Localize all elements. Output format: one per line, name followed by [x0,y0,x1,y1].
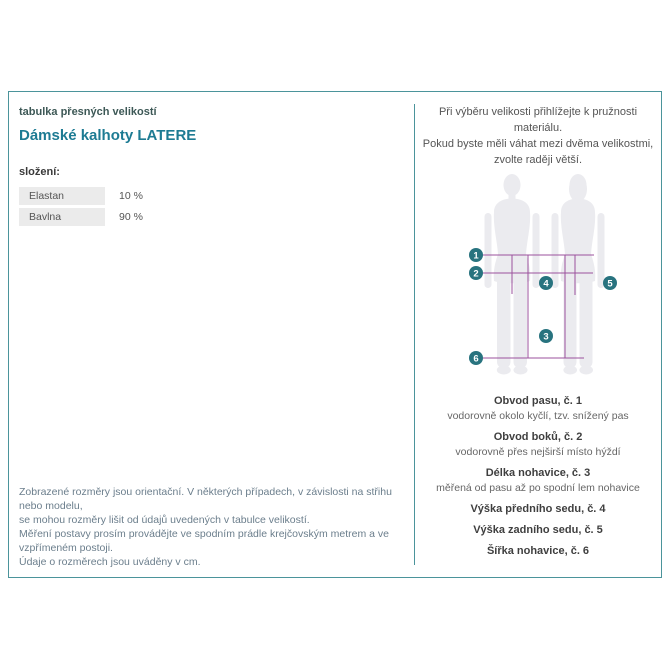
material-name-cell: Elastan [19,187,105,205]
marker-4-label: 4 [543,278,549,290]
disclaimer-text [19,485,409,569]
measurement-guide-column [415,92,661,577]
marker-1-badge [469,248,483,262]
size-advice-line: Při výběru velikosti přihlížejte k pružnosti materiálu. [438,106,638,134]
table-row [19,187,249,205]
measurement-item [415,502,661,517]
measurement-definitions [415,394,661,565]
marker-3-badge [539,329,553,343]
material-name-cell: Bavlna [19,208,105,226]
measurement-name: Výška předního sedu, č. 4 [470,503,606,515]
measurement-name: Výška zadního sedu, č. 5 [473,524,603,536]
size-advice-text [415,104,661,168]
marker-3-label: 3 [543,331,549,343]
material-percent-cell: 10 % [119,190,143,202]
product-info-column [9,92,414,577]
measurement-description: vodorovně přes nejširší místo hýždí [455,446,621,458]
measurement-name: Délka nohavice, č. 3 [485,467,591,479]
measurement-description: vodorovně okolo kyčlí, tzv. snížený pas [447,410,629,422]
measurement-description: měřená od pasu až po spodní lem nohavice [436,482,640,494]
marker-6-label: 6 [473,353,479,365]
table-caption: tabulka přesných velikostí [19,106,157,118]
table-row [19,208,249,226]
disclaimer-line: se mohou rozměry lišit od údajů uvedených v tabulce velikostí. [19,514,310,526]
back-figure-silhouette [552,174,605,375]
marker-6-badge [469,351,483,365]
measurement-item [415,394,661,424]
marker-2-badge [469,266,483,280]
marker-1-label: 1 [473,250,479,262]
material-percent-cell: 90 % [119,211,143,223]
marker-5-label: 5 [607,278,613,290]
disclaimer-line: Zobrazené rozměry jsou orientační. V některých případech, v závislosti na střihu nebo modelu, [19,486,392,512]
measurement-item [415,430,661,460]
size-advice-line: Pokud byste měli váhat mezi dvěma velikostmi, [422,138,654,150]
size-chart-panel [8,91,662,578]
size-advice-line: zvolte raději větší. [493,154,583,166]
measurement-name: Obvod boků, č. 2 [493,431,583,443]
measurement-item [415,544,661,559]
measurement-name: Šířka nohavice, č. 6 [486,545,590,557]
disclaimer-line: Měření postavy prosím provádějte ve spodním prádle krejčovským metrem a ve vzpřímeném postoji. [19,528,389,554]
measurement-item [415,466,661,496]
disclaimer-line: Údaje o rozměrech jsou uváděny v cm. [19,556,201,568]
marker-2-label: 2 [473,268,479,280]
measurement-item [415,523,661,538]
marker-4-badge [539,276,553,290]
product-title: Dámské kalhoty LATERE [19,127,197,144]
body-measurement-diagram [451,168,651,380]
marker-5-badge [603,276,617,290]
composition-label: složení: [19,166,60,178]
composition-table [19,187,249,226]
measurement-name: Obvod pasu, č. 1 [493,395,583,407]
